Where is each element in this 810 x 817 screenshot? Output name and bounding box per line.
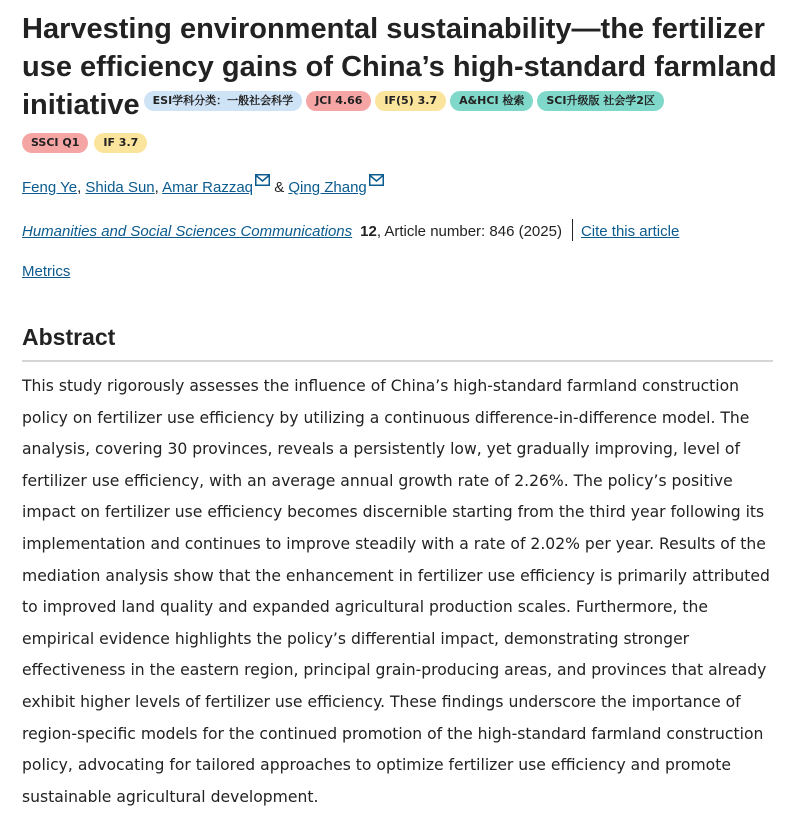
cite-article-link[interactable]: Cite this article <box>580 223 680 240</box>
badge-jci: JCI 4.66 <box>306 91 371 111</box>
abstract-heading: Abstract <box>22 324 116 350</box>
volume-number: 12 <box>360 223 377 240</box>
envelope-icon[interactable] <box>369 174 384 186</box>
badge-if5: IF(5) 3.7 <box>375 91 446 111</box>
vertical-divider <box>572 219 573 241</box>
badge-if: IF 3.7 <box>94 133 147 153</box>
article-title <box>22 10 792 124</box>
clipped-breadcrumb-fragment <box>22 0 182 2</box>
envelope-icon[interactable] <box>255 174 270 186</box>
author-separator: , <box>77 179 82 196</box>
author-link-feng-ye[interactable]: Feng Ye <box>22 179 78 196</box>
citation-line <box>22 219 679 244</box>
metrics-row <box>22 260 70 284</box>
author-list <box>22 174 384 200</box>
article-number: , Article number: 846 (2025) <box>376 223 562 240</box>
article-title-text: Harvesting environmental sustainability—the fertilizer use efficiency gains of China’s high-standard farmland initiative <box>22 13 777 121</box>
badge-esi: ESI学科分类：一般社会科学 <box>144 91 303 111</box>
author-link-amar-razzaq[interactable]: Amar Razzaq <box>162 179 254 196</box>
journal-link[interactable]: Humanities and Social Sciences Communications <box>22 223 353 240</box>
author-separator: & <box>274 179 285 196</box>
author-link-shida-sun[interactable]: Shida Sun <box>85 179 155 196</box>
abstract-text: This study rigorously assesses the influence of China’s high-standard farmland construction policy on fertilizer use efficiency by utilizing a continuous difference-in-difference model. The analysis, covering 30 provinces, reveals a persistently low, yet gradually improving, level of fertilizer use efficiency, with an average annual growth rate of 2.26%. The policy’s positive impact on fertilizer use efficiency becomes discernible starting from the third year following its implementation and continues to improve steadily with a rate of 2.02% per year. Results of the mediation analysis show that the enhancement in fertilizer use efficiency is primarily attributed to improved land quality and expanded agricultural production scales. Furthermore, the empirical evidence highlights the policy’s differential impact, demonstrating stronger effectiveness in the eastern region, principal grain-producing areas, and provinces that already exhibit higher levels of fertilizer use efficiency. These findings underscore the importance of region-specific models for the continued promotion of the high-standard farmland construction policy, advocating for tailored approaches to optimize fertilizer use efficiency and promote sustainable agricultural development. <box>22 377 770 806</box>
badge-sci-upgrade: SCI升级版 社会学2区 <box>537 91 664 111</box>
badge-ssci: SSCI Q1 <box>22 133 88 153</box>
badge-ahci: A&HCI 检索 <box>450 91 533 111</box>
author-separator: , <box>154 179 159 196</box>
abstract-divider <box>22 360 773 362</box>
badge-row-2 <box>22 133 153 153</box>
metrics-link[interactable]: Metrics <box>22 263 71 280</box>
author-link-qing-zhang[interactable]: Qing Zhang <box>288 179 367 196</box>
